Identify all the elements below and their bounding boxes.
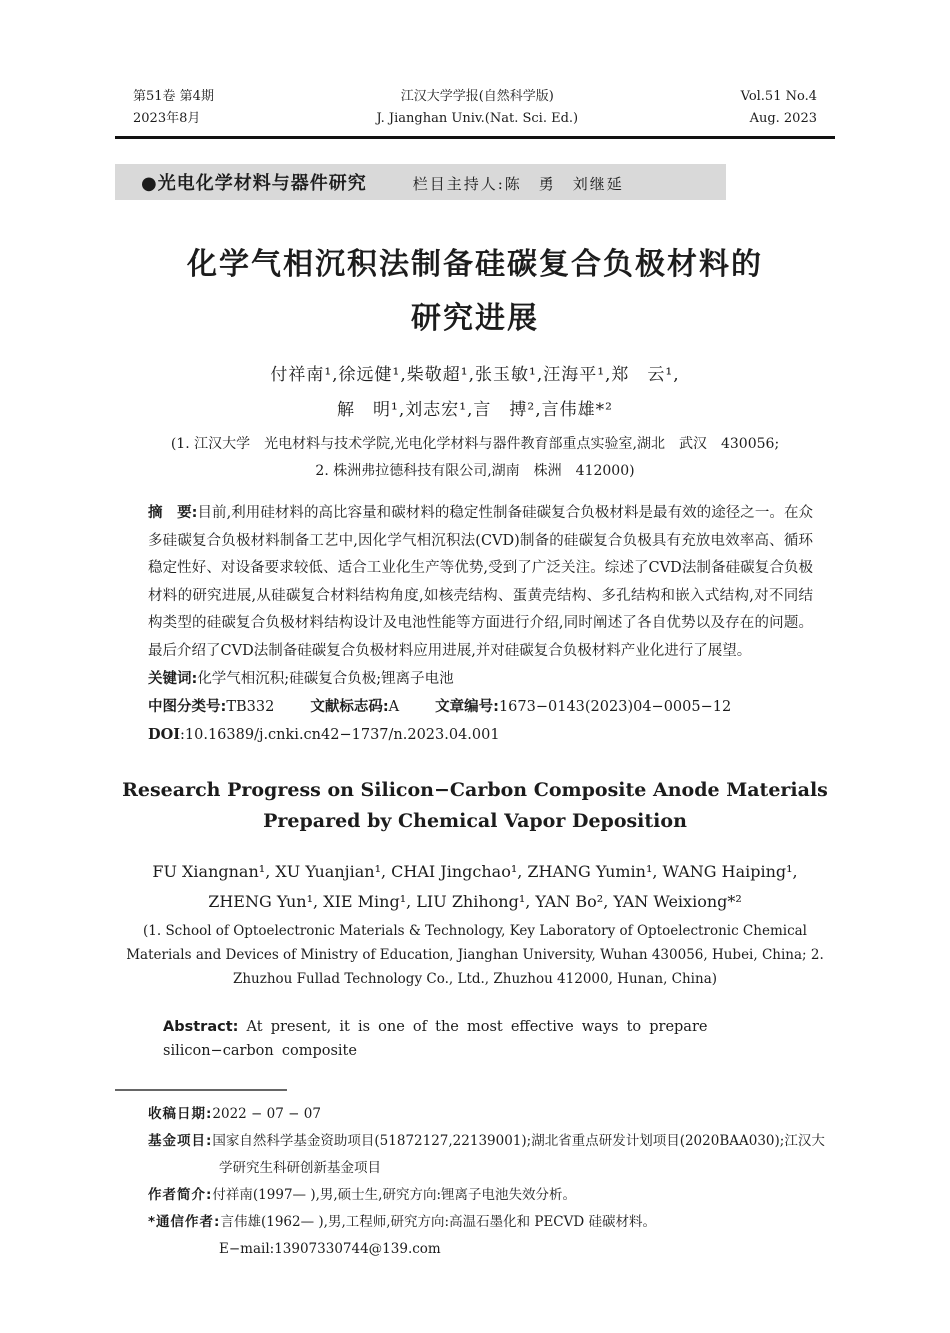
- footnote-bio: [115, 1182, 835, 1209]
- corresponding-text: 言伟雄(1962— ),男,工程师,研究方向:高温石墨化和 PECVD 硅碳材料。E−mail:13907330744@139.com: [219, 1213, 656, 1257]
- bio-text: 付祥南(1997— ),男,硕士生,研究方向:锂离子电池失效分析。: [212, 1186, 577, 1203]
- affiliation-cn-line1: (1. 江汉大学 光电材料与技术学院,光电化学材料与器件教育部重点实验室,湖北 武汉 430056;: [170, 436, 780, 452]
- footnote-fund: [115, 1128, 835, 1182]
- column-banner: [115, 164, 726, 200]
- column-host: 栏目主持人:陈 勇 刘继延: [412, 175, 624, 193]
- authors-cn-line1: 付祥南¹,徐远健¹,柴敬超¹,张玉敏¹,汪海平¹,郑 云¹,: [270, 365, 680, 385]
- keywords-label: 关键词:: [148, 671, 198, 687]
- affiliation-cn: [115, 431, 835, 485]
- footnote-corresponding: [115, 1209, 835, 1263]
- abstract-label: 摘 要:: [148, 505, 198, 521]
- authors-en-line2: ZHENG Yun¹, XIE Ming¹, LIU Zhihong¹, YAN Bo², YAN Weixiong*²: [208, 892, 742, 911]
- authors-en-line1: FU Xiangnan¹, XU Yuanjian¹, CHAI Jingchao¹, ZHANG Yumin¹, WANG Haiping¹,: [152, 862, 798, 881]
- keywords-line: [148, 665, 813, 693]
- header-center: [376, 86, 578, 130]
- article-title-en-line1: Research Progress on Silicon−Carbon Composite Anode Materials: [122, 779, 828, 801]
- journal-title-en: J. Jianghan Univ.(Nat. Sci. Ed.): [376, 111, 579, 126]
- article-title-cn-line2: 研究进展: [411, 301, 539, 336]
- footnote-block: [115, 1089, 835, 1263]
- received-label: 收稿日期:: [148, 1105, 213, 1122]
- doi-line: [148, 721, 813, 749]
- authors-en: [115, 857, 835, 917]
- footnote-received: [115, 1101, 835, 1128]
- journal-header: [115, 86, 835, 130]
- header-right: [741, 86, 817, 130]
- date-cn: 2023年8月: [133, 111, 201, 126]
- date-en: Aug. 2023: [749, 111, 817, 126]
- abstract-en: [130, 1015, 817, 1063]
- doc-code-value: A: [388, 699, 400, 715]
- article-title-en-line2: Prepared by Chemical Vapor Deposition: [263, 810, 687, 832]
- fund-text: 国家自然科学基金资助项目(51872127,22139001);湖北省重点研发计划项目(2020BAA030);江汉大学研究生科研创新基金项目: [212, 1132, 825, 1176]
- affiliation-cn-line2: 2. 株洲弗拉德科技有限公司,湖南 株洲 412000): [315, 463, 635, 479]
- corresponding-label: *通信作者:: [148, 1213, 221, 1230]
- bio-label: 作者简介:: [148, 1186, 213, 1203]
- header-left: [133, 86, 214, 130]
- received-text: 2022 − 07 − 07: [212, 1105, 321, 1122]
- doi-label: DOI: [148, 726, 180, 743]
- article-title-en: [115, 775, 835, 837]
- journal-title-cn: 江汉大学学报(自然科学版): [400, 89, 554, 104]
- article-title-cn: [115, 238, 835, 346]
- keywords-text: 化学气相沉积;硅碳复合负极;锂离子电池: [197, 671, 454, 687]
- article-id-value: 1673−0143(2023)04−0005−12: [498, 699, 732, 715]
- doi-value: :10.16389/j.cnki.cn42−1737/n.2023.04.001: [180, 727, 500, 743]
- column-title: ●光电化学材料与器件研究: [141, 173, 367, 194]
- clc-value: TB332: [226, 699, 275, 715]
- article-title-cn-line1: 化学气相沉积法制备硅碳复合负极材料的: [187, 247, 763, 282]
- authors-cn-line2: 解 明¹,刘志宏¹,言 搏²,言伟雄*²: [337, 400, 613, 420]
- doc-code-label: 文献标志码:: [310, 699, 389, 715]
- header-rule: [115, 136, 835, 139]
- clc-label: 中图分类号:: [148, 699, 227, 715]
- fund-label: 基金项目:: [148, 1132, 213, 1149]
- vol-no-en: Vol.51 No.4: [740, 89, 817, 104]
- affiliation-en: (1. School of Optoelectronic Materials & Technology, Key Laboratory of Optoelectronic Chemical Materials and Devices of Ministry of Education, Jianghan University, Wuhan 430056, Hubei, China; 2. Zhuzhou Fullad Technology Co., Ltd., Zhuzhou 412000, Hunan, China): [126, 923, 824, 987]
- abstract-en-text: At present, it is one of the most effective ways to prepare silicon−carbon composite: [163, 1019, 708, 1059]
- footnote-rule: [115, 1089, 287, 1091]
- article-id-label: 文章编号:: [435, 699, 499, 715]
- classification-line: [148, 693, 813, 721]
- abstract-en-label: Abstract:: [163, 1019, 239, 1035]
- abstract-cn: [148, 500, 813, 665]
- abstract-text: 目前,利用硅材料的高比容量和碳材料的稳定性制备硅碳复合负极材料是最有效的途径之一。在众多硅碳复合负极材料制备工艺中,因化学气相沉积法(CVD)制备的硅碳复合负极具有充放电效率高、循环稳定性好、对设备要求较低、适合工业化生产等优势,受到了广泛关注。综述了CVD法制备硅碳复合负极材料的研究进展,从硅碳复合材料结构角度,如核壳结构、蛋黄壳结构、多孔结构和嵌入式结构,对不同结构类型的硅碳复合负极材料结构设计及电池性能等方面进行介绍,同时阐述了各自优势以及存在的问题。最后介绍了CVD法制备硅碳复合负极材料应用进展,并对硅碳复合负极材料产业化进行了展望。: [148, 505, 813, 659]
- authors-cn: [115, 358, 835, 428]
- volume-issue-cn: 第51卷 第4期: [133, 89, 214, 104]
